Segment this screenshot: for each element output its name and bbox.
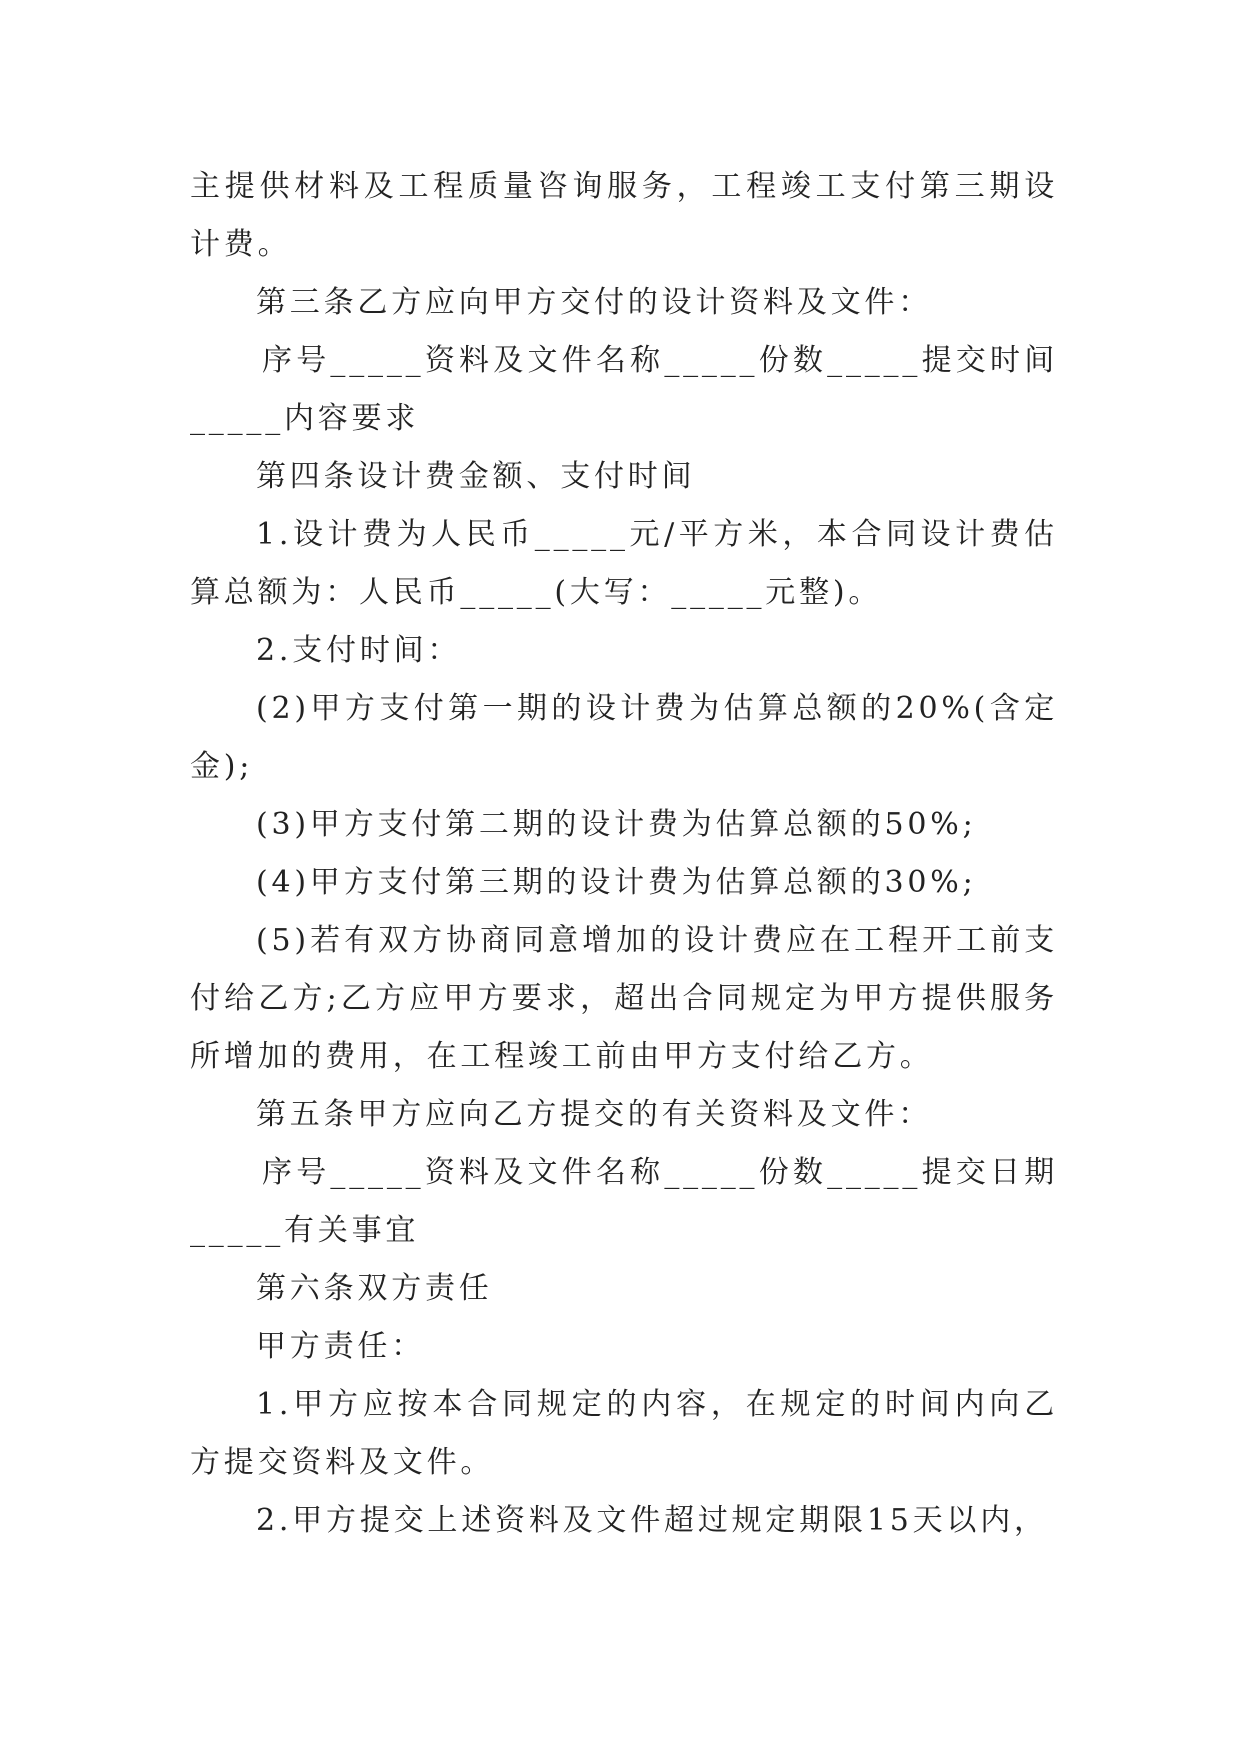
payment-item-4: (4)甲方支付第三期的设计费为估算总额的30%; <box>256 865 977 900</box>
article-3-fields: 序号_____资料及文件名称_____份数_____提交时间_____内容要求 <box>190 343 1058 436</box>
payment-item-5: (5)若有双方协商同意增加的设计费应在工程开工前支付给乙方;乙方应甲方要求，超出合同规定为甲方提供服务所增加的费用，在工程竣工前由甲方支付给乙方。 <box>190 923 1058 1074</box>
paragraph-continuation: 主提供材料及工程质量咨询服务，工程竣工支付第三期设计费。 <box>190 169 1058 262</box>
article-4-item-1: 1.设计费为人民币_____元/平方米，本合同设计费估算总额为：人民币_____(大写：_____元整)。 <box>190 517 1058 610</box>
article-4-heading: 第四条设计费金额、支付时间 <box>256 459 696 494</box>
party-a-responsibility-1: 1.甲方应按本合同规定的内容，在规定的时间内向乙方提交资料及文件。 <box>190 1387 1058 1480</box>
article-4-item-2: 2.支付时间： <box>256 633 462 668</box>
article-3-heading: 第三条乙方应向甲方交付的设计资料及文件： <box>256 285 932 320</box>
payment-item-2: (2)甲方支付第一期的设计费为估算总额的20%(含定金); <box>190 691 1058 784</box>
article-5-fields: 序号_____资料及文件名称_____份数_____提交日期_____有关事宜 <box>190 1155 1058 1248</box>
party-a-responsibility-heading: 甲方责任： <box>256 1329 425 1364</box>
article-5-heading: 第五条甲方应向乙方提交的有关资料及文件： <box>256 1097 932 1132</box>
contract-text <box>190 158 1058 1550</box>
party-a-responsibility-2: 2.甲方提交上述资料及文件超过规定期限15天以内， <box>256 1503 1048 1538</box>
payment-item-3: (3)甲方支付第二期的设计费为估算总额的50%; <box>256 807 977 842</box>
article-6-heading: 第六条双方责任 <box>256 1271 493 1306</box>
